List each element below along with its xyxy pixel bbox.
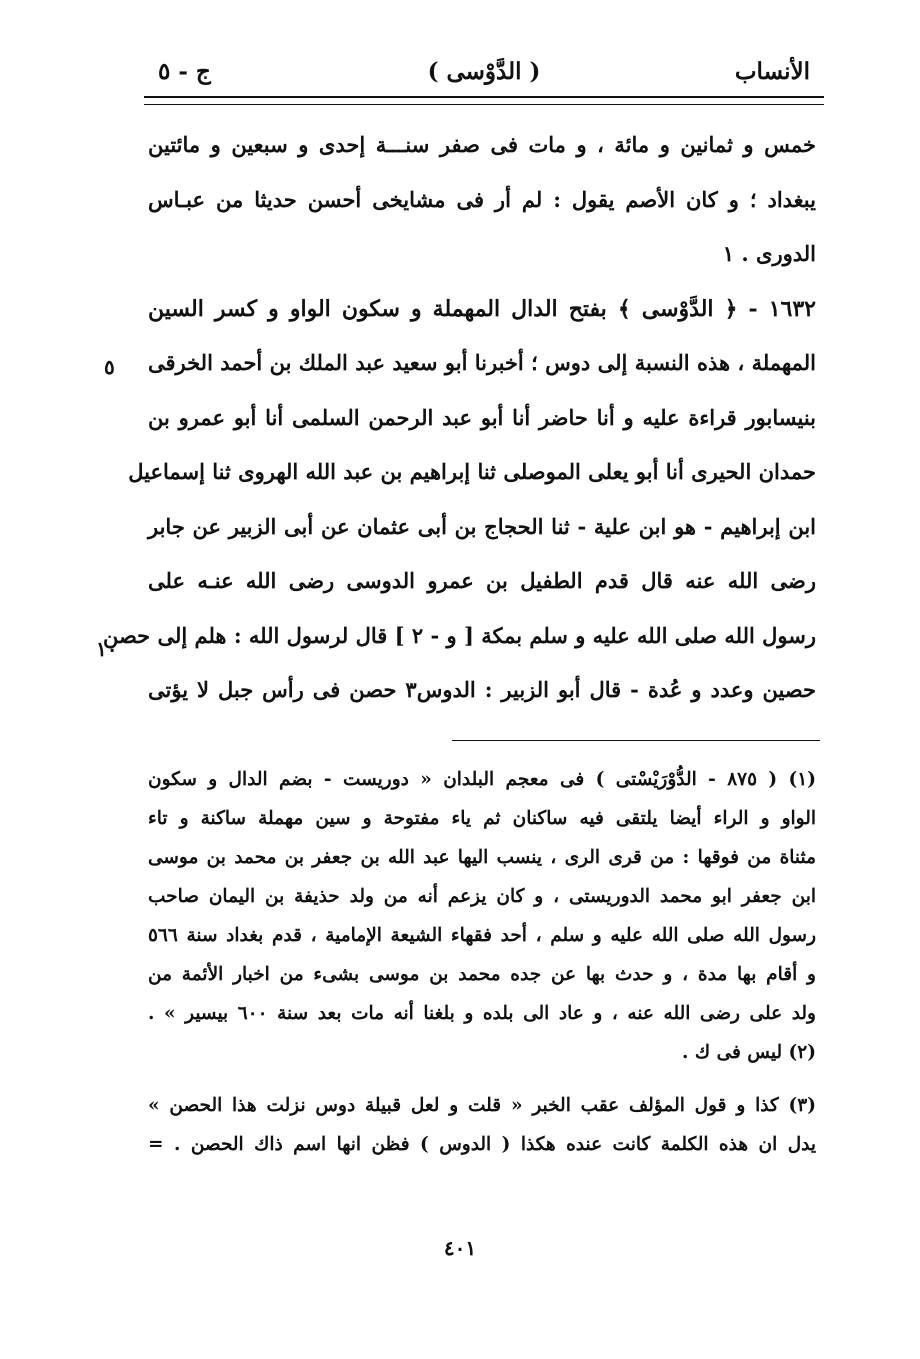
footnote-line: مثناة من فوقها : من قرى الرى ، ينسب اليها عبد الله بن جعفر بن محمد بن موسى (148, 847, 816, 868)
footnote-line: (٢) ليس فى ك . (682, 1042, 816, 1063)
text-line: ابن إبراهيم - هو ابن علية - ثنا الحجاج بن أبى عثمان عن أبى الزبير عن جابر (148, 513, 816, 539)
footnote-line: الواو و الراء أيضا يلتقى فيه ساكنان ثم ياء مفتوحة و سين مهملة ساكنة و تاء (148, 808, 816, 829)
text-line: رسول الله صلى الله عليه و سلم بمكة [ و - ٢ ] قال لرسول الله : هلم إلى حصن (102, 622, 816, 648)
header-entry-title: ( الدَّوْسى ) (427, 58, 541, 85)
footnote-line: (٣) كذا و قول المؤلف عقب الخبر « قلت و لعل قبيلة دوس نزلت هذا الحصن » (148, 1095, 816, 1116)
text-line: بنيسابور قراءة عليه و أنا حاضر أنا أبو عبد الرحمن السلمى أنا أبو عمرو بن (148, 404, 816, 430)
header-volume: ج - ٥ (158, 58, 211, 85)
text-line: الدورى . ١ (722, 241, 816, 266)
text-line: حصين وعدد و عُدة - قال أبو الزبير : الدوس٣ حصن فى رأس جبل لا يؤتى (148, 677, 816, 702)
footnote-line: رسول الله صلى الله عليه و سلم ، أحد فقهاء الشيعة الإمامية ، قدم بغداد سنة ٥٦٦ (148, 925, 816, 946)
text-line: خمس و ثمانين و مائة ، و مات فى صفر سنـــة إحدى و سبعين و مائتين (148, 132, 816, 157)
running-header (150, 52, 818, 94)
text-line: يبغداد ؛ و كان الأصم يقول : لم أر فى مشايخى أحسن حديثا من عبـاس (148, 186, 816, 212)
footnote-line: و أقام بها مدة ، و حدث بها عن جده محمد بن موسى بشىء من اخبار الأئمة من (148, 964, 816, 985)
footnote-gap (148, 1072, 816, 1086)
footnotes (148, 760, 816, 1164)
text-line: حمدان الحيرى أنا أبو يعلى الموصلى ثنا إبراهيم بن عبد الله الهروى ثنا إسماعيل (128, 459, 816, 484)
footnote-rule (452, 740, 820, 741)
header-rule (144, 96, 824, 105)
page-number: ٤٠١ (443, 1236, 477, 1260)
text-line: رضى الله عنه قال قدم الطفيل بن عمرو الدوسى رضى الله عنـه على (148, 568, 816, 593)
footnote-line: ابن جعفر ابو محمد الدوريستى ، و كان يزعم أنه من ولد حذيفة بن اليمان صاحب (148, 886, 816, 907)
text-line: المهملة ، هذه النسبة إلى دوس ؛ أخبرنا أبو سعيد عبد الملك بن أحمد الخرقى (148, 350, 816, 375)
header-book-title: الأنساب (734, 58, 810, 85)
footnote-line: يدل ان هذه الكلمة كانت عنده هكذا ( الدوس ) فظن انها اسم ذاك الحصن . = (148, 1134, 816, 1155)
line-number-5: ٥ (104, 355, 115, 379)
footnote-line: (١) ( ٨٧٥ - الدُّوْرَيْسْتى ) فى معجم البلدان « دوريست - بضم الدال و سكون (148, 769, 816, 790)
footnote-line: ولد على رضى الله عنه ، و عاد الى بلده و بلغنا أنه مات بعد سنة ٦٠٠ بيسير » . (148, 1003, 816, 1024)
line-number-10: ١٠ (96, 637, 118, 661)
entry-heading-line: ١٦٣٢ - ﴿ الدَّوْسى ﴾ بفتح الدال المهملة و سكون الواو و كسر السين (148, 295, 816, 322)
